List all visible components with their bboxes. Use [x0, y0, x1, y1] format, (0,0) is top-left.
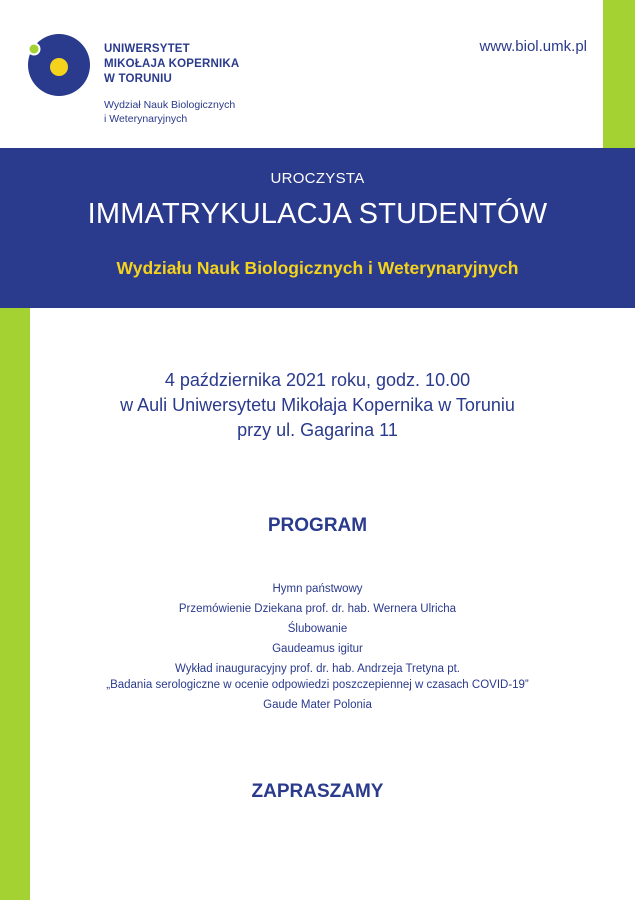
title-banner — [0, 148, 635, 308]
program-item: Gaudeamus igitur — [272, 643, 363, 655]
accent-bar-top-right — [603, 0, 635, 148]
banner-subtitle: Wydziału Nauk Biologicznych i Weterynaryjnych — [116, 258, 519, 278]
university-name-line: W TORUNIU — [104, 73, 173, 85]
program-item: Ślubowanie — [287, 623, 348, 635]
university-name-line: MIKOŁAJA KOPERNIKA — [104, 58, 240, 70]
university-logo-icon — [28, 34, 90, 96]
faculty-name-line: Wydział Nauk Biologicznych — [104, 99, 236, 111]
program-item: Hymn państwowy — [272, 583, 363, 595]
university-name — [104, 42, 239, 87]
banner-title: IMMATRYKULACJA STUDENTÓW — [87, 198, 548, 230]
university-name-line: UNIWERSYTET — [104, 43, 190, 55]
program-item: „Badania serologiczne w ocenie odpowiedzi poszczepiennej w czasach COVID-19” — [106, 679, 529, 691]
faculty-name — [104, 99, 235, 126]
closing-invitation: ZAPRASZAMY — [251, 781, 384, 802]
program-item: Wykład inauguracyjny prof. dr. hab. Andrzeja Tretyna pt. — [175, 663, 460, 675]
program-heading: PROGRAM — [267, 515, 368, 536]
event-date-time: 4 października 2021 roku, godz. 10.00 — [164, 370, 471, 390]
event-address: przy ul. Gagarina 11 — [237, 420, 398, 440]
program-item: Przemówienie Dziekana prof. dr. hab. Wernera Ulricha — [178, 603, 457, 615]
banner-pre-title: UROCZYSTA — [270, 170, 365, 187]
program-list — [0, 581, 635, 713]
event-venue: w Auli Uniwersytetu Mikołaja Kopernika w Toruniu — [120, 395, 515, 415]
website-link[interactable]: www.biol.umk.pl — [479, 38, 587, 55]
event-details — [0, 368, 635, 443]
faculty-name-line: i Weterynaryjnych — [104, 112, 188, 125]
program-item: Gaude Mater Polonia — [263, 699, 372, 711]
